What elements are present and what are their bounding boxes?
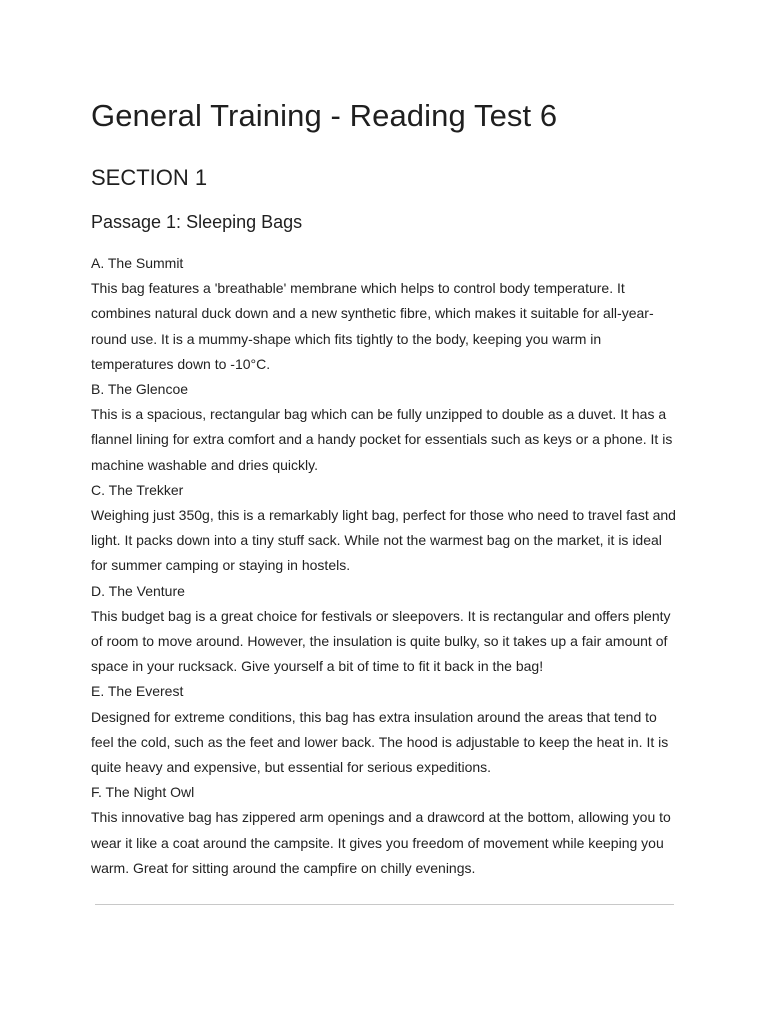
entry-glencoe [91,377,681,478]
entry-venture [91,579,681,680]
entry-summit [91,251,681,377]
entry-name: D. The Venture [91,582,185,599]
entry-name: C. The Trekker [91,481,184,498]
section-heading: SECTION 1 [91,165,208,190]
entry-name: F. The Night Owl [91,784,195,801]
entry-description: Weighing just 350g, this is a remarkably light bag, perfect for those who need to travel fast and light. It packs down into a tiny stuff sack. While not the warmest bag on the market, it is ideal for summer camping or staying in hostels. [91,507,676,574]
passage-title: Passage 1: Sleeping Bags [91,212,303,232]
entry-name: E. The Everest [91,683,184,700]
entry-description: This innovative bag has zippered arm openings and a drawcord at the bottom, allowing you to wear it like a coat around the campsite. It gives you freedom of movement while keeping you warm. Great for sitting around the campfire on chilly evenings. [91,809,671,876]
entry-everest [91,679,681,780]
entry-description: Designed for extreme conditions, this bag has extra insulation around the areas that tend to feel the cold, such as the feet and lower back. The hood is adjustable to keep the heat in. It is quite heavy and expensive, but essential for serious expeditions. [91,708,669,776]
entry-description: This budget bag is a great choice for festivals or sleepovers. It is rectangular and offers plenty of room to move around. However, the insulation is quite bulky, so it takes up a fair amount of space in your rucksack. Give yourself a bit of time to fit it back in the bag! [91,607,671,675]
entry-trekker [91,478,681,579]
entry-name: A. The Summit [91,255,184,271]
horizontal-divider [95,904,674,905]
document-title: General Training - Reading Test 6 [91,98,558,133]
entry-name: B. The Glencoe [91,381,189,398]
entry-night-owl [91,780,681,881]
entry-description: This bag features a 'breathable' membrane which helps to control body temperature. It combines natural duck down and a new synthetic fibre, which makes it suitable for all-year-round use. It is a mummy-shape which fits tightly to the body, keeping you warm in temperatures down to -10°C. [91,280,654,372]
sleeping-bag-list [91,251,681,881]
entry-description: This is a spacious, rectangular bag which can be fully unzipped to double as a duvet. It has a flannel lining for extra comfort and a handy pocket for essentials such as keys or a phone. It is machine washable and dries quickly. [91,406,673,473]
